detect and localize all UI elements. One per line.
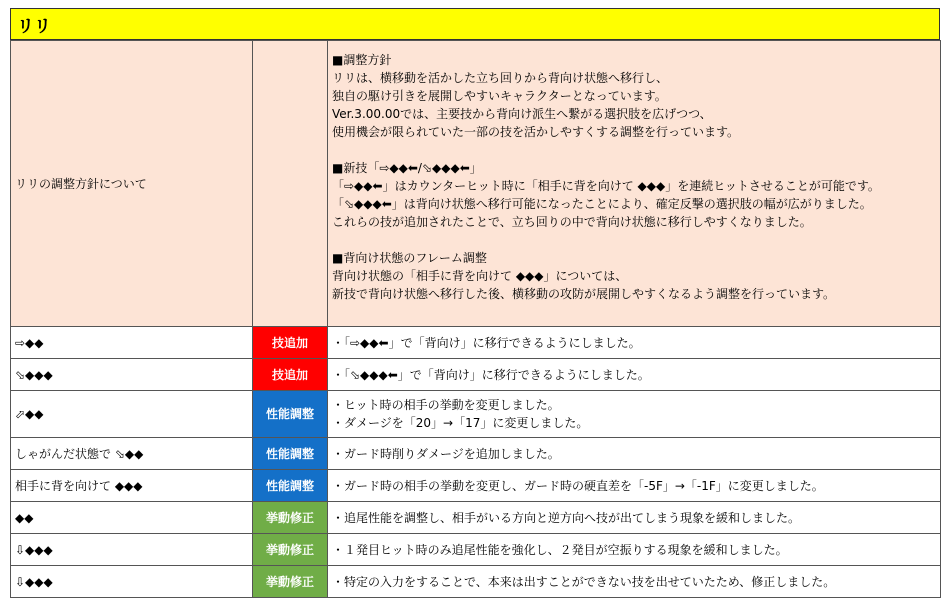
- description-line: 「⇨◆◆⬅」はカウンターヒット時に「相手に背を向けて ◆◆◆」を連続ヒットさせることが可能です。: [332, 179, 880, 193]
- description-line: リリは、横移動を活かした立ち回りから背向け状態へ移行し、: [332, 71, 669, 85]
- table-row: [11, 502, 941, 534]
- change-line: ・「⇨◆◆⬅」で「背向け」に移行できるようにしました。: [332, 335, 641, 350]
- change-line: ・「⬂◆◆◆⬅」で「背向け」に移行できるようにしました。: [332, 367, 650, 382]
- description-line: 使用機会が限られていた一部の技を活かしやすくする調整を行っています。: [332, 125, 740, 139]
- tag-badge: 挙動修正: [253, 502, 328, 534]
- move-cell: ⇩◆◆◆: [11, 534, 253, 566]
- table-row: [11, 438, 941, 470]
- table-row: [11, 359, 941, 391]
- description-line: ■新技「⇨◆◆⬅/⬂◆◆◆⬅」: [332, 161, 482, 175]
- change-line: ・追尾性能を調整し、相手がいる方向と逆方向へ技が出てしまう現象を緩和しました。: [332, 510, 801, 525]
- description-line: ■調整方針: [332, 53, 392, 67]
- move-cell: ⇨◆◆: [11, 327, 253, 359]
- tag-badge: 性能調整: [253, 438, 328, 470]
- change-cell: [328, 438, 941, 470]
- tag-badge: 技追加: [253, 327, 328, 359]
- tag-badge: 性能調整: [253, 470, 328, 502]
- change-cell: [328, 502, 941, 534]
- change-line: ・１発目ヒット時のみ追尾性能を強化し、２発目が空振りする現象を緩和しました。: [332, 542, 788, 557]
- description-line: Ver.3.00.00では、主要技から背向け派生へ繋がる選択肢を広げつつ、: [332, 107, 712, 121]
- change-line: ・特定の入力をすることで、本来は出すことができない技を出せていたため、修正しました。: [332, 574, 836, 589]
- intro-paragraph: [332, 159, 936, 231]
- tag-badge: 挙動修正: [253, 534, 328, 566]
- description-line: 「⬂◆◆◆⬅」は背向け状態へ移行可能になったことにより、確定反撃の選択肢の幅が広がりました。: [332, 197, 872, 211]
- intro-label: リリの調整方針について: [11, 41, 253, 327]
- change-line: ・ガード時の相手の挙動を変更し、ガード時の硬直差を「-5F」→「-1F」に変更しました。: [332, 478, 824, 493]
- move-cell: ⇩◆◆◆: [11, 566, 253, 598]
- move-cell: しゃがんだ状態で ⬂◆◆: [11, 438, 253, 470]
- intro-tag-cell: [253, 41, 328, 327]
- table-row: [11, 566, 941, 598]
- description-line: 新技で背向け状態へ移行した後、横移動の攻防が展開しやすくなるよう調整を行っています。: [332, 287, 836, 301]
- move-cell: ⬂◆◆◆: [11, 359, 253, 391]
- tag-badge: 性能調整: [253, 391, 328, 438]
- character-title: リリ: [10, 8, 940, 40]
- adjustment-table: [10, 40, 941, 598]
- change-cell: [328, 534, 941, 566]
- change-cell: [328, 566, 941, 598]
- intro-description: [328, 41, 941, 327]
- move-cell: ⬀◆◆: [11, 391, 253, 438]
- change-cell: [328, 327, 941, 359]
- tag-badge: 挙動修正: [253, 566, 328, 598]
- intro-row: [11, 41, 941, 327]
- description-line: 独自の駆け引きを展開しやすいキャラクターとなっています。: [332, 89, 667, 103]
- tag-badge: 技追加: [253, 359, 328, 391]
- intro-paragraph: [332, 249, 936, 303]
- change-line: ・ガード時削りダメージを追加しました。: [332, 446, 560, 461]
- move-cell: ◆◆: [11, 502, 253, 534]
- change-cell: [328, 359, 941, 391]
- change-line: ・ヒット時の相手の挙動を変更しました。: [332, 398, 560, 412]
- change-line: ・ダメージを「20」→「17」に変更しました。: [332, 416, 589, 430]
- table-row: [11, 391, 941, 438]
- change-cell: [328, 470, 941, 502]
- table-row: [11, 470, 941, 502]
- intro-paragraph: [332, 51, 936, 141]
- table-row: [11, 534, 941, 566]
- description-line: 背向け状態の「相手に背を向けて ◆◆◆」については、: [332, 269, 628, 283]
- patch-notes: [10, 8, 940, 598]
- change-cell: [328, 391, 941, 438]
- table-row: [11, 327, 941, 359]
- description-line: ■背向け状態のフレーム調整: [332, 251, 487, 265]
- move-cell: 相手に背を向けて ◆◆◆: [11, 470, 253, 502]
- description-line: これらの技が追加されたことで、立ち回りの中で背向け状態に移行しやすくなりました。: [332, 215, 812, 229]
